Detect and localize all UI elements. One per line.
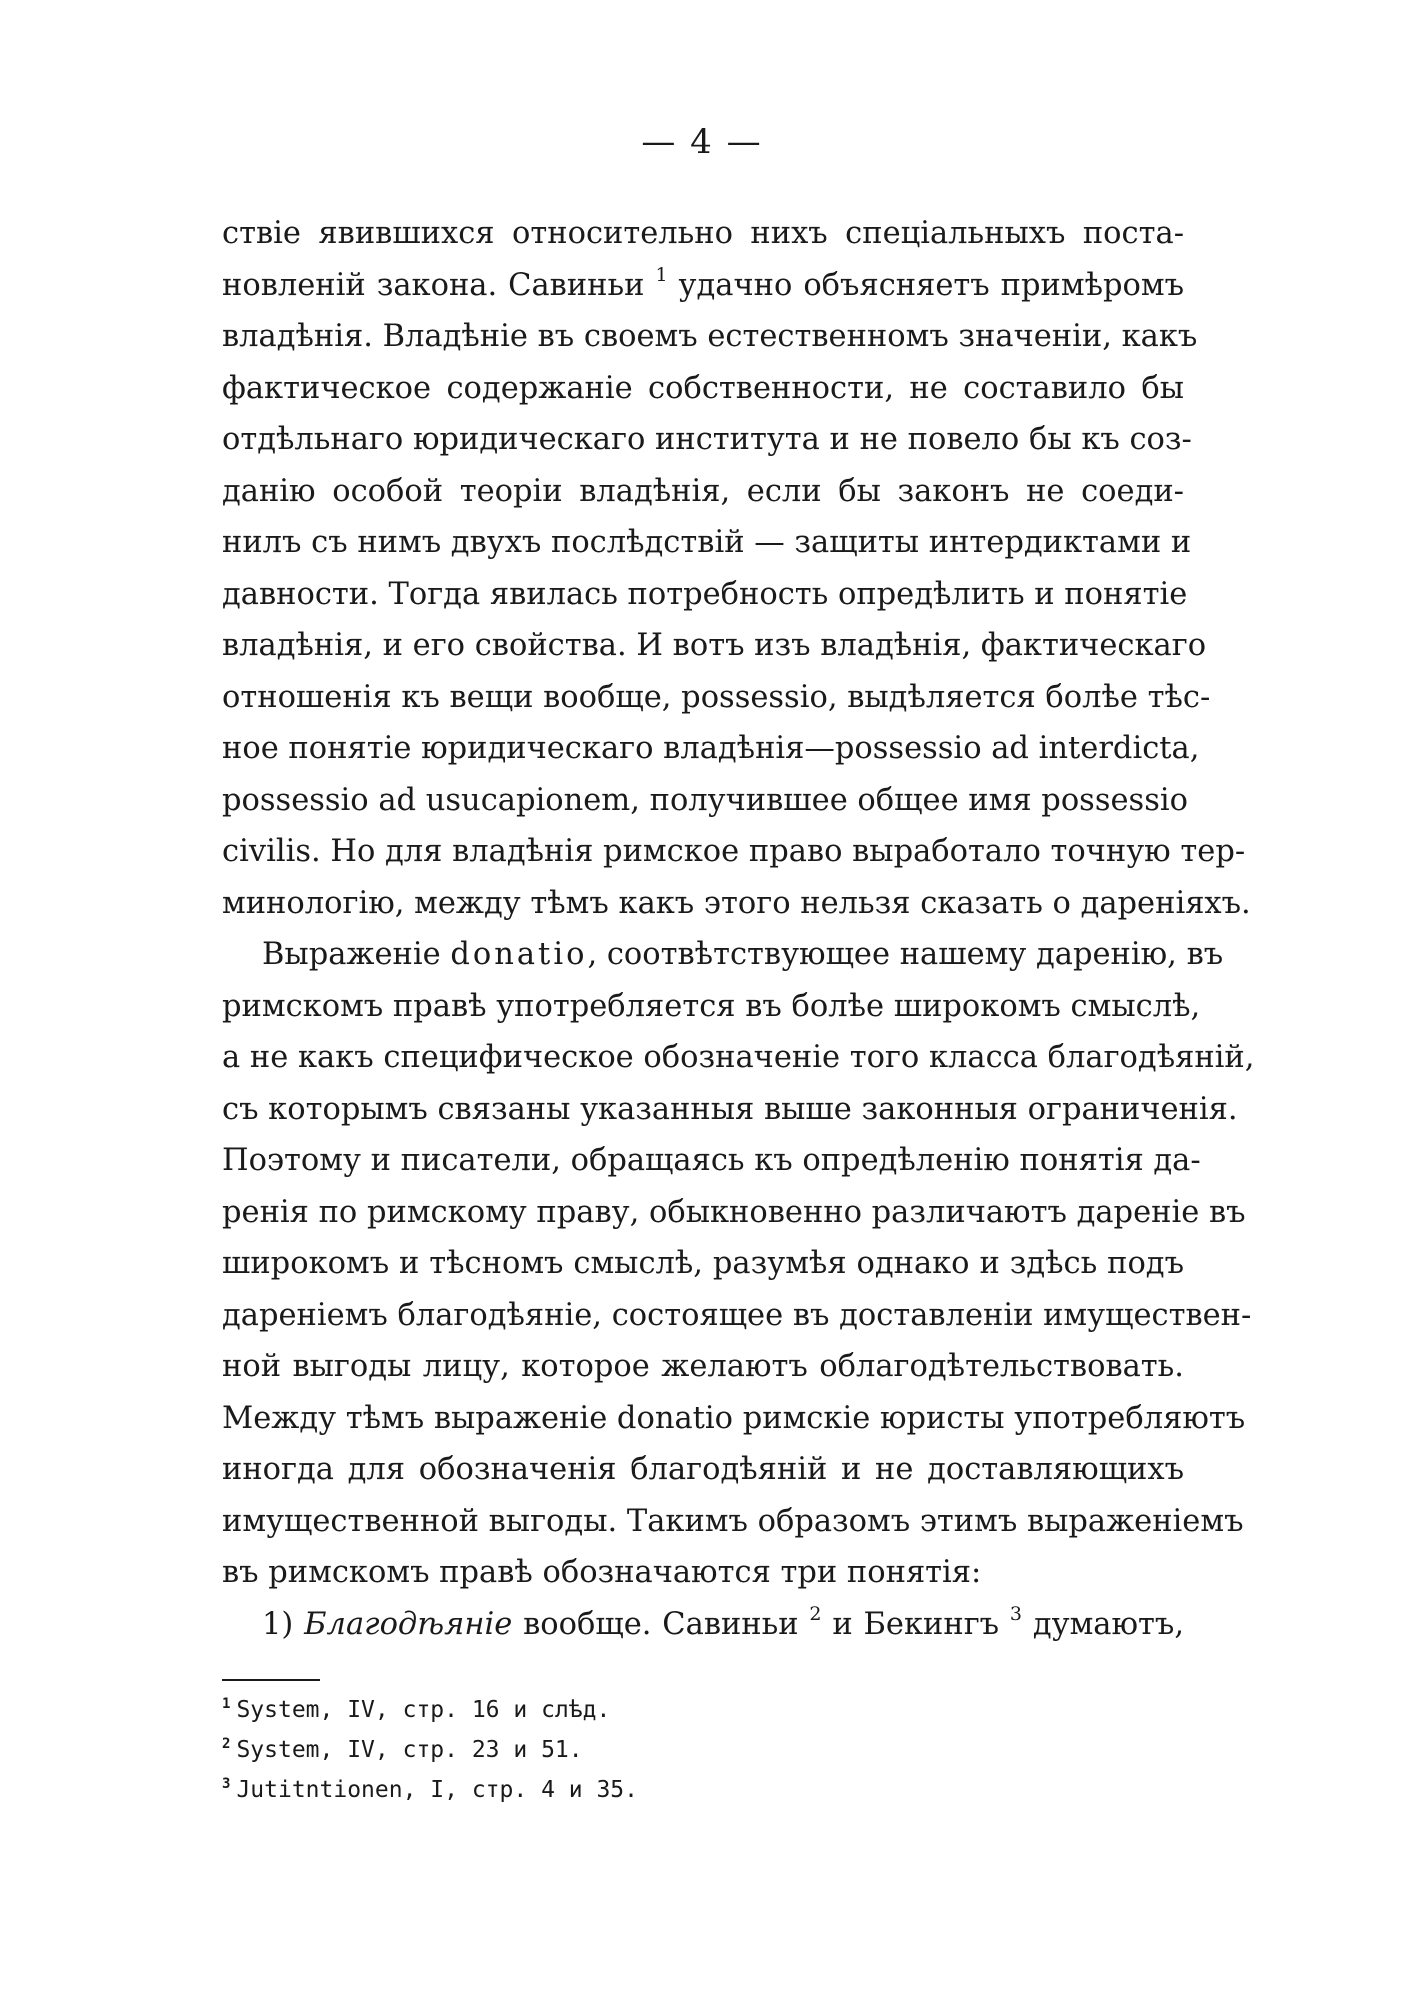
text-line: possessio ad usucapionem, получившее общее имя possessio (222, 782, 1188, 818)
text-line: имущественной выгоды. Такимъ образомъ этимъ выраженіемъ (222, 1503, 1244, 1539)
footnote-text: System, IV, стр. 23 и 51. (236, 1737, 583, 1763)
footnote-reference: 3 (1009, 1602, 1023, 1625)
footnote (222, 1690, 638, 1730)
text-line: римскомъ правѣ употребляется въ болѣе широкомъ смыслѣ, (222, 988, 1201, 1024)
text-line: иногда для обозначенія благодѣяній и не доставляющихъ (222, 1452, 1184, 1487)
text-line: нилъ съ нимъ двухъ послѣдствій — защиты интердиктами и (222, 525, 1192, 560)
footnote-mark: 2 (222, 1736, 231, 1752)
text-segment: новленій закона. Савиньи (222, 267, 656, 303)
text-segment: удачно объясняетъ примѣромъ (667, 267, 1184, 303)
text-segment: и Бекингъ (821, 1606, 1010, 1642)
text-line (222, 1599, 1184, 1651)
latin-term: donatio (450, 937, 588, 972)
footnotes (222, 1690, 638, 1810)
text-line: ной выгоды лицу, которое желаютъ облагодѣтельствовать. (222, 1349, 1184, 1384)
text-line: а не какъ специфическое обозначеніе того класса благодѣяній, (222, 1040, 1255, 1075)
page-number: — 4 — (641, 122, 763, 162)
italic-term: Благодѣяніе (304, 1606, 513, 1642)
text-segment: вообще. Савиньи (512, 1606, 810, 1642)
text-line: данію особой теоріи владѣнія, если бы законъ не соеди- (222, 473, 1184, 509)
text-line (222, 929, 1224, 981)
footnote-reference: 2 (809, 1602, 822, 1625)
text-segment: 1) (262, 1606, 305, 1642)
text-line: ствіе явившихся относительно нихъ спеціальныхъ поста- (222, 216, 1184, 251)
text-line: владѣнія. Владѣніе въ своемъ естественномъ значеніи, какъ (222, 319, 1198, 354)
footnote-text: Jutitntionen, I, стр. 4 и 35. (236, 1777, 639, 1803)
text-segment: , соотвѣтствующее нашему даренію, въ (587, 937, 1224, 972)
text-line: Между тѣмъ выраженіе donatio римскіе юристы употребляютъ (222, 1400, 1246, 1436)
footnote-divider (222, 1679, 320, 1681)
body-text (222, 208, 1255, 1650)
footnote-reference: 1 (655, 263, 668, 286)
text-line: минологію, между тѣмъ какъ этого нельзя сказать о дареніяхъ. (222, 885, 1251, 921)
text-line: civilis. Но для владѣнія римское право выработало точную тер- (222, 834, 1246, 869)
footnote-mark: 1 (222, 1696, 231, 1712)
footnote (222, 1770, 638, 1810)
text-line: владѣнія, и его свойства. И вотъ изъ владѣнія, фактическаго (222, 628, 1207, 663)
text-line: фактическое содержаніе собственности, не составило бы (222, 370, 1184, 406)
text-line: ное понятіе юридическаго владѣнія—possessio ad interdicta, (222, 731, 1200, 766)
text-segment: Выраженіе (262, 937, 451, 972)
text-line: отношенія къ вещи вообще, possessio, выдѣляется болѣе тѣс- (222, 679, 1211, 715)
footnote-text: System, IV, стр. 16 и слѣд. (236, 1697, 611, 1723)
text-line: дареніемъ благодѣяніе, состоящее въ доставленіи имуществен- (222, 1297, 1252, 1333)
text-line: ренія по римскому праву, обыкновенно различаютъ дареніе въ (222, 1194, 1246, 1230)
text-line: Поэтому и писатели, обращаясь къ опредѣленію понятія да- (222, 1143, 1201, 1178)
footnote (222, 1730, 638, 1770)
text-line: широкомъ и тѣсномъ смыслѣ, разумѣя однако и здѣсь подъ (222, 1246, 1184, 1281)
text-line (222, 260, 1184, 312)
text-segment: думаютъ, (1022, 1606, 1185, 1642)
text-line: съ которымъ связаны указанныя выше законныя ограниченія. (222, 1091, 1238, 1127)
text-line: отдѣльнаго юридическаго института и не повело бы къ соз- (222, 422, 1192, 457)
footnote-mark: 3 (222, 1776, 231, 1792)
text-line: въ римскомъ правѣ обозначаются три понятія: (222, 1555, 982, 1590)
text-line: давности. Тогда явилась потребность опредѣлить и понятіе (222, 576, 1188, 612)
